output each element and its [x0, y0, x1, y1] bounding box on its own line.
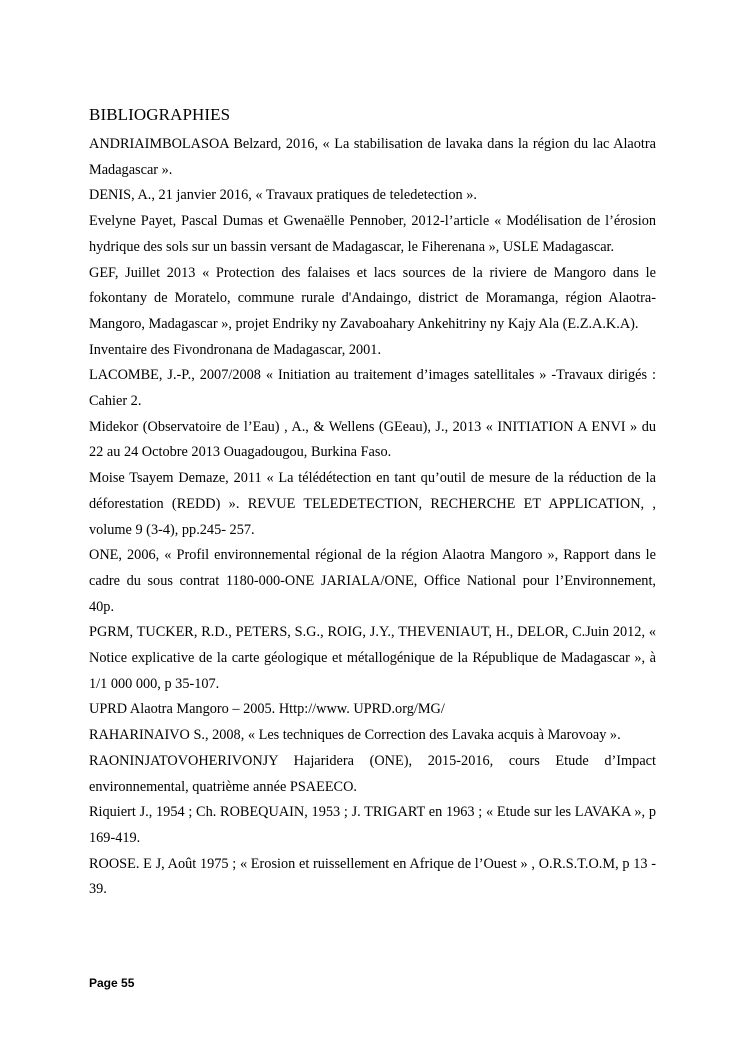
reference-entry: Evelyne Payet, Pascal Dumas et Gwenaëlle Pennober, 2012-l’article « Modélisation de l’érosion hydrique des sols sur un bassin versant de Madagascar, le Fiherenana », USLE Madagascar.	[89, 213, 656, 255]
reference-entry: UPRD Alaotra Mangoro – 2005. Http://www. UPRD.org/MG/	[89, 701, 445, 718]
reference-entry: ONE, 2006, « Profil environnemental régional de la région Alaotra Mangoro », Rapport dans le cadre du sous contrat 1180-000-ONE JARIALA/ONE, Office National pour l’Environnement, 40p.	[89, 547, 656, 615]
reference-entry: Inventaire des Fivondronana de Madagascar, 2001.	[89, 341, 382, 358]
reference-entry: RAHARINAIVO S., 2008, « Les techniques de Correction des Lavaka acquis à Marovoay ».	[89, 727, 621, 744]
reference-list	[89, 132, 656, 903]
section-heading: BIBLIOGRAPHIES	[89, 105, 231, 124]
reference-entry: ROOSE. E J, Août 1975 ; « Erosion et ruissellement en Afrique de l’Ouest » , O.R.S.T.O.M, p 13 - 39.	[89, 855, 656, 898]
reference-entry: PGRM, TUCKER, R.D., PETERS, S.G., ROIG, J.Y., THEVENIAUT, H., DELOR, C.Juin 2012, « Notice explicative de la carte géologique et métallogénique de la République de Madagascar », à 1/1 000 000, p 35-107.	[89, 624, 656, 692]
page-number: Page 55	[89, 976, 135, 990]
reference-entry: DENIS, A., 21 janvier 2016, « Travaux pratiques de teledetection ».	[89, 187, 477, 204]
reference-entry: Riquiert J., 1954 ; Ch. ROBEQUAIN, 1953 ; J. TRIGART en 1963 ; « Etude sur les LAVAKA », p 169-419.	[89, 804, 656, 846]
reference-entry: LACOMBE, J.-P., 2007/2008 « Initiation au traitement d’images satellitales » -Travaux dirigés : Cahier 2.	[89, 367, 656, 410]
reference-entry: ANDRIAIMBOLASOA Belzard, 2016, « La stabilisation de lavaka dans la région du lac Alaotra Madagascar ».	[89, 136, 656, 178]
reference-entry: Midekor (Observatoire de l’Eau) , A., & Wellens (GEeau), J., 2013 « INITIATION A ENVI » du 22 au 24 Octobre 2013 Ouagadougou, Burkina Faso.	[89, 418, 656, 461]
reference-entry: RAONINJATOVOHERIVONJY Hajaridera (ONE), 2015-2016, cours Etude d’Impact environnemental, quatrième année PSAEECO.	[89, 752, 656, 795]
reference-entry: Moise Tsayem Demaze, 2011 « La télédétection en tant qu’outil de mesure de la réduction de la déforestation (REDD) ». REVUE TELEDETECTION, RECHERCHE ET APPLICATION, , volume 9 (3-4), pp.245- 257.	[89, 470, 656, 538]
reference-entry: GEF, Juillet 2013 « Protection des falaises et lacs sources de la riviere de Mangoro dans le fokontany de Moratelo, commune rurale d'Andaingo, district de Moramanga, région Alaotra-Mangoro, Madagascar », projet Endriky ny Zavaboahary Ankehitriny ny Kajy Ala (E.Z.A.K.A).	[89, 264, 656, 332]
